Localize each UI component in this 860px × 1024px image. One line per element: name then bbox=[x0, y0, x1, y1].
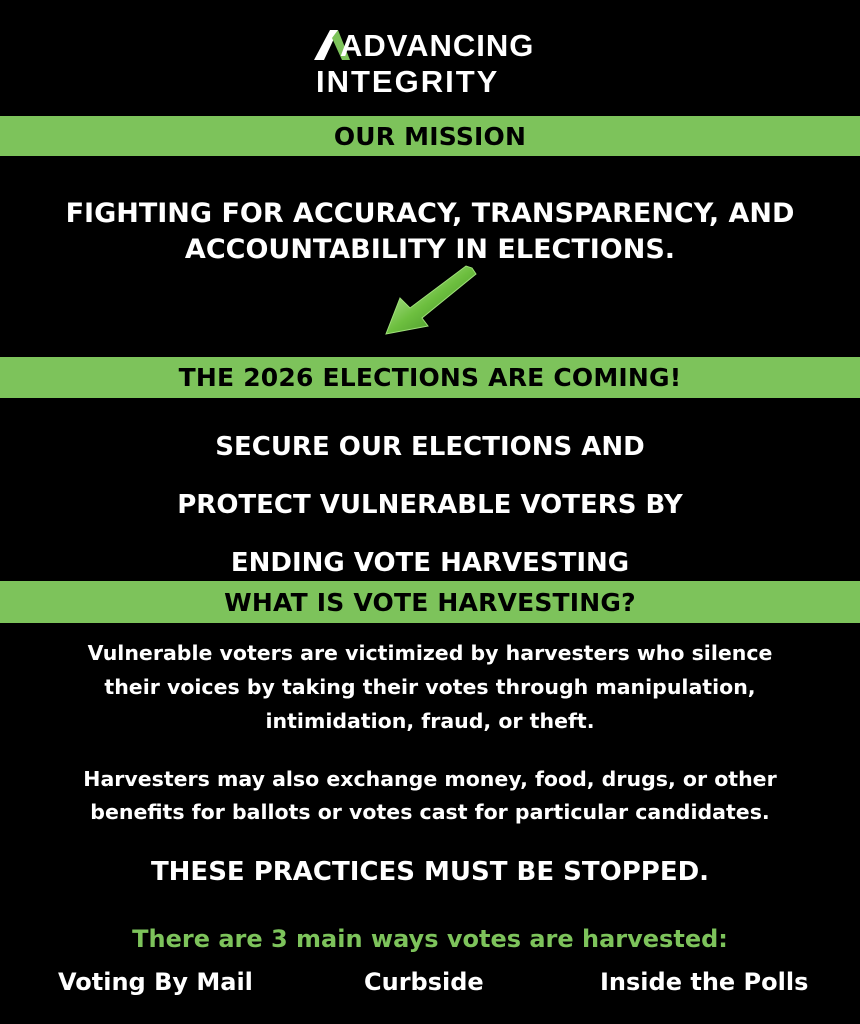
elections-heading: THE 2026 ELECTIONS ARE COMING! bbox=[178, 363, 682, 392]
elections-line1: SECURE OUR ELECTIONS AND bbox=[215, 432, 645, 462]
stop-statement: THESE PRACTICES MUST BE STOPPED. bbox=[150, 857, 710, 887]
harvesting-banner bbox=[0, 581, 860, 623]
mission-heading: OUR MISSION bbox=[333, 121, 527, 151]
logo-line2: INTEGRITY bbox=[316, 64, 500, 96]
ways-title: There are 3 main ways votes are harvested: bbox=[132, 925, 728, 953]
mission-banner bbox=[0, 116, 860, 156]
harvesting-p2-line1: Harvesters may also exchange money, food, drugs, or other bbox=[83, 767, 777, 791]
green-check-arrow-icon bbox=[382, 264, 478, 338]
mission-line1: FIGHTING FOR ACCURACY, TRANSPARENCY, AND bbox=[65, 198, 795, 229]
way-inside-the-polls: Inside the Polls bbox=[600, 968, 809, 996]
harvesting-p1-line1: Vulnerable voters are victimized by harvesters who silence bbox=[87, 641, 773, 665]
harvesting-paragraph-1 bbox=[0, 636, 860, 738]
harvesting-p2-line2: benefits for ballots or votes cast for particular candidates. bbox=[90, 800, 770, 824]
way-curbside: Curbside bbox=[364, 968, 484, 996]
mission-line2: ACCOUNTABILITY IN ELECTIONS. bbox=[184, 234, 676, 265]
way-voting-by-mail: Voting By Mail bbox=[58, 968, 253, 996]
elections-line2: PROTECT VULNERABLE VOTERS BY bbox=[177, 490, 683, 520]
harvesting-p1-line2: their voices by taking their votes through manipulation, bbox=[104, 675, 756, 699]
brand-logo bbox=[0, 26, 860, 96]
elections-line3: ENDING VOTE HARVESTING bbox=[230, 548, 630, 578]
harvesting-heading: WHAT IS VOTE HARVESTING? bbox=[224, 587, 636, 617]
harvesting-paragraph-2 bbox=[0, 763, 860, 829]
mission-statement bbox=[0, 196, 860, 268]
logo-line1: ADVANCING bbox=[340, 28, 535, 63]
harvesting-p1-line3: intimidation, fraud, or theft. bbox=[265, 709, 595, 733]
advancing-integrity-logo bbox=[310, 26, 550, 96]
elections-banner bbox=[0, 357, 860, 398]
elections-statement bbox=[0, 418, 860, 592]
